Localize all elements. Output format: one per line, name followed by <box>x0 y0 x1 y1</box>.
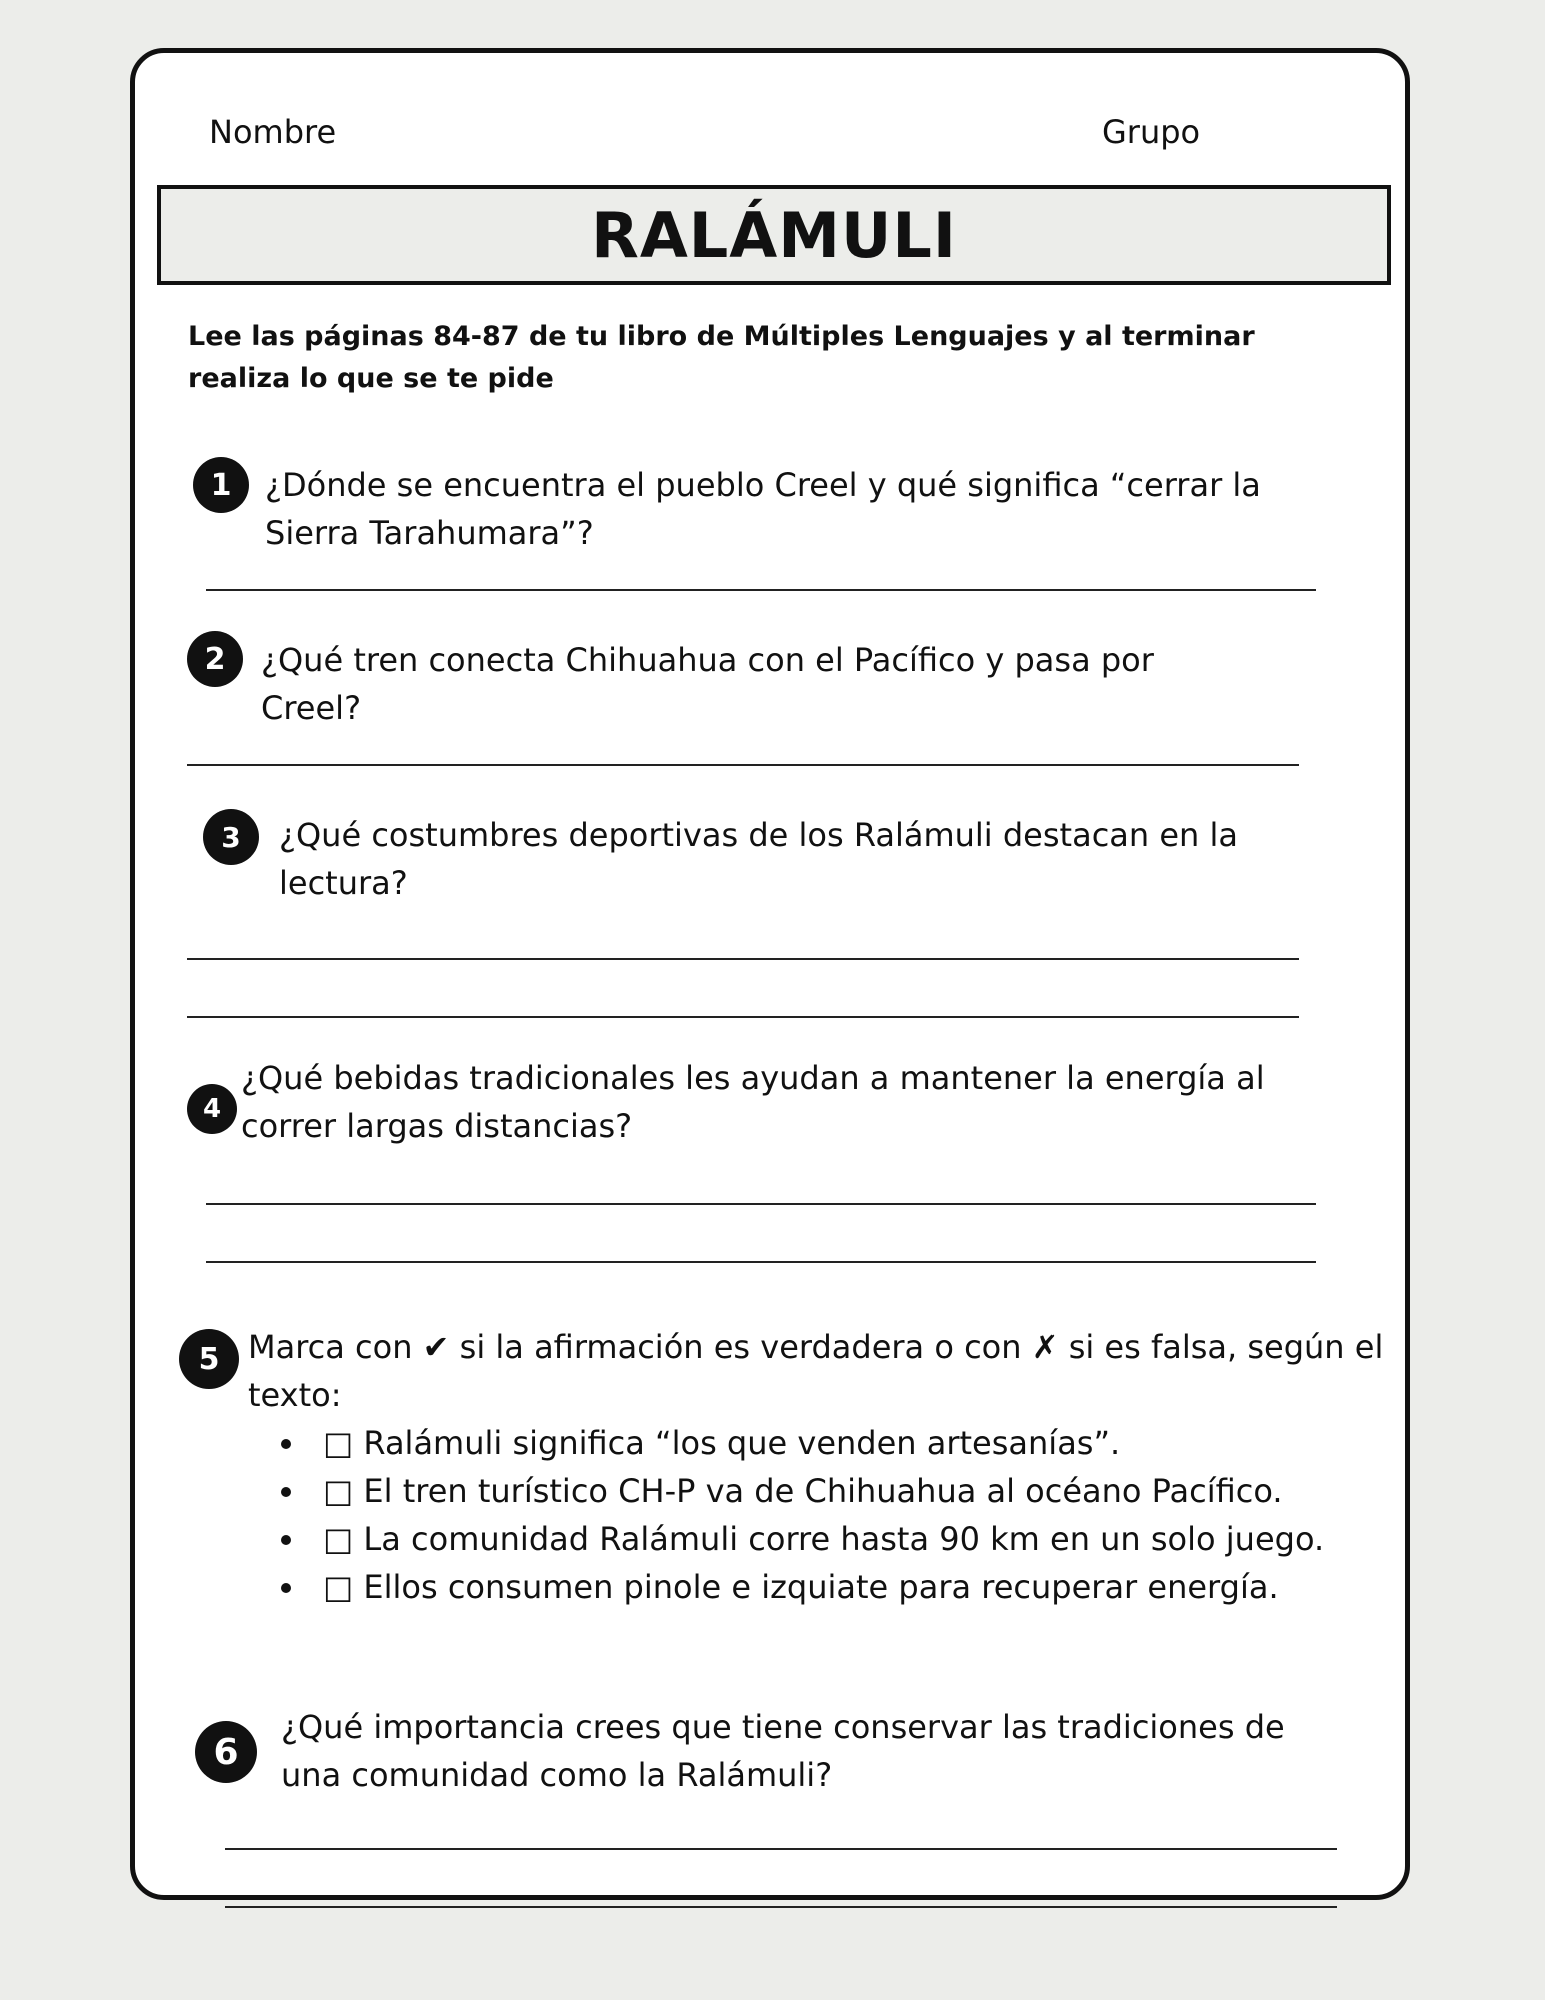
name-label: Nombre <box>209 113 337 151</box>
question-number-badge: 4 <box>187 1084 237 1134</box>
cross-icon: ✗ <box>1031 1328 1059 1366</box>
answer-line[interactable] <box>225 1848 1337 1850</box>
question-5-text <box>248 1323 1388 1419</box>
true-false-item[interactable]: □ Ralámuli significa “los que venden artesanías”. <box>265 1419 1324 1467</box>
group-label: Grupo <box>1102 113 1201 151</box>
true-false-list <box>265 1419 1324 1611</box>
instructions: Lee las páginas 84-87 de tu libro de Múltiples Lenguajes y al terminar realiza lo que se te pide <box>188 321 1255 394</box>
question-5-text-end: si es falsa, según el texto: <box>248 1328 1384 1414</box>
question-number-badge: 5 <box>179 1329 239 1389</box>
question-5-text-start: Marca con <box>248 1328 413 1366</box>
question-3-text: ¿Qué costumbres deportivas de los Ralámuli destacan en la lectura? <box>279 816 1238 902</box>
question-2-text: ¿Qué tren conecta Chihuahua con el Pacífico y pasa por Creel? <box>261 641 1154 727</box>
question-number-badge: 1 <box>193 457 249 513</box>
question-5-text-middle: si la afirmación es verdadera o con <box>459 1328 1022 1366</box>
question-6-text: ¿Qué importancia crees que tiene conservar las tradiciones de una comunidad como la Ralámuli? <box>281 1708 1285 1794</box>
answer-line[interactable] <box>206 1261 1316 1263</box>
true-false-item[interactable]: □ La comunidad Ralámuli corre hasta 90 km en un solo juego. <box>265 1515 1324 1563</box>
question-number-badge: 3 <box>203 809 259 865</box>
title-banner <box>157 185 1391 285</box>
answer-line[interactable] <box>206 1203 1316 1205</box>
answer-line[interactable] <box>187 1016 1299 1018</box>
question-1-text: ¿Dónde se encuentra el pueblo Creel y qué significa “cerrar la Sierra Tarahumara”? <box>265 466 1261 552</box>
true-false-item[interactable]: □ El tren turístico CH-P va de Chihuahua al océano Pacífico. <box>265 1467 1324 1515</box>
question-number-badge: 6 <box>195 1721 257 1783</box>
answer-line[interactable] <box>187 764 1299 766</box>
page-title: RALÁMULI <box>591 198 957 272</box>
answer-line[interactable] <box>206 589 1316 591</box>
question-number-badge: 2 <box>187 631 243 687</box>
question-4-text: ¿Qué bebidas tradicionales les ayudan a mantener la energía al correr largas distancias? <box>241 1059 1265 1145</box>
answer-line[interactable] <box>187 958 1299 960</box>
check-icon: ✔ <box>422 1328 450 1366</box>
worksheet-page <box>130 48 1410 1900</box>
answer-line[interactable] <box>225 1906 1337 1908</box>
true-false-item[interactable]: □ Ellos consumen pinole e izquiate para recuperar energía. <box>265 1563 1324 1611</box>
